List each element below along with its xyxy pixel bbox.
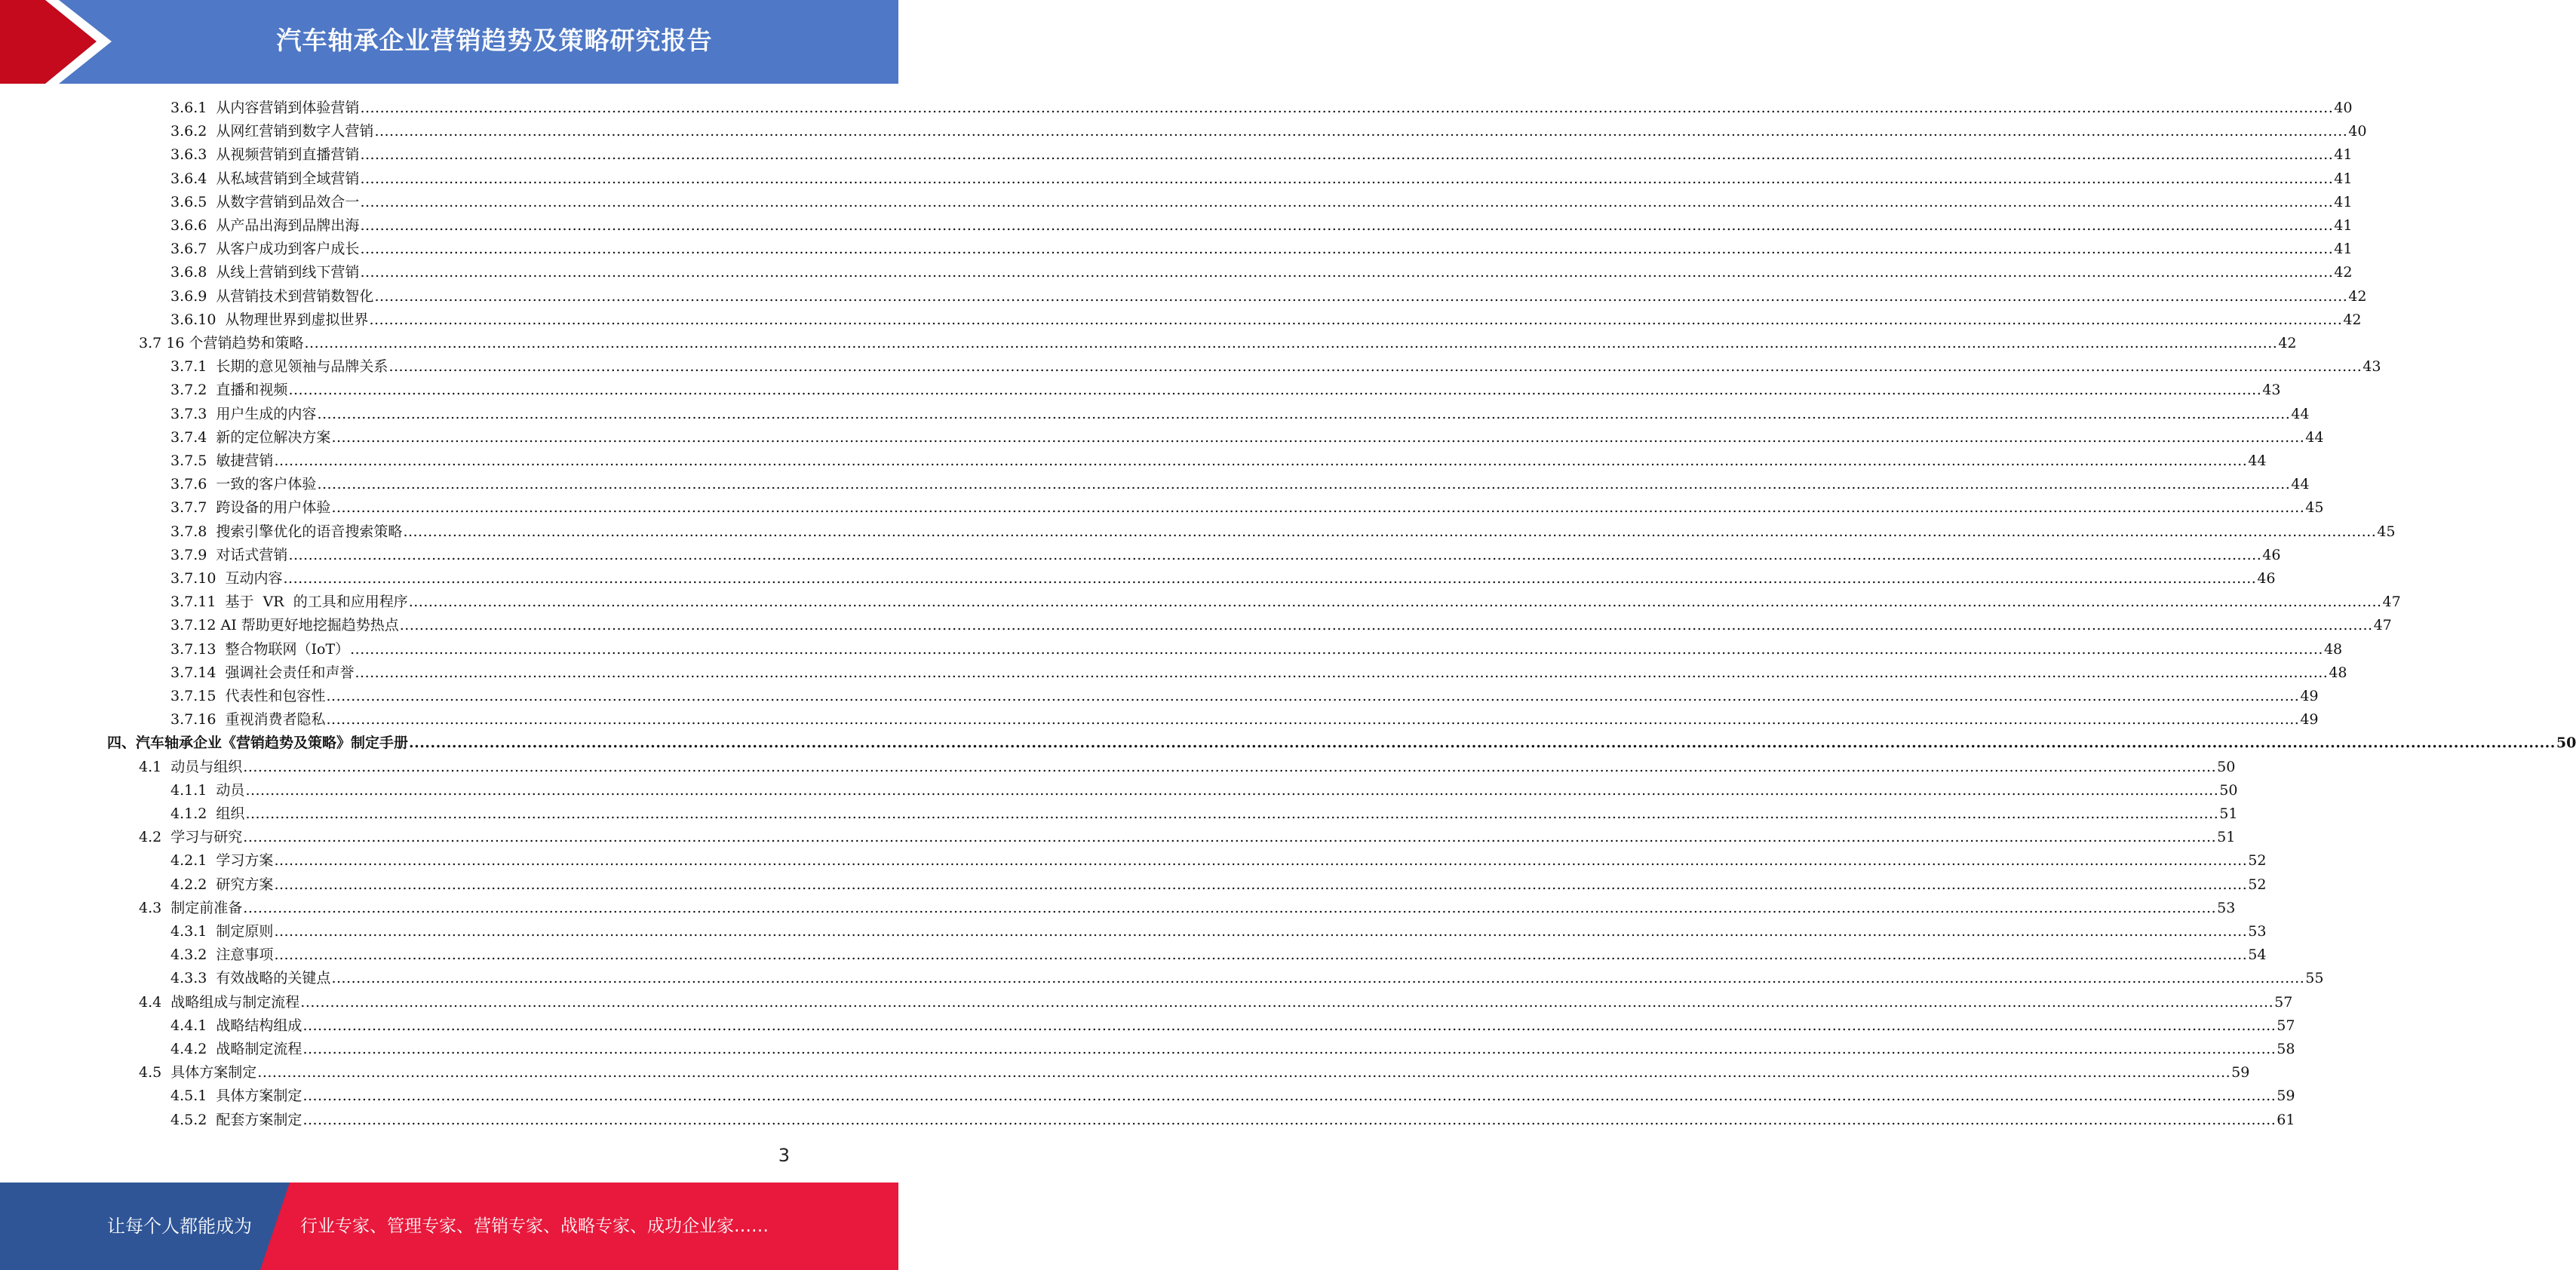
toc-entry-page: 47	[2373, 617, 2392, 634]
toc-dot-leader: ................................................................................................................................................................................................................................................................................................................................................................................................................	[408, 594, 2382, 611]
toc-entry-label: 4.5.1 具体方案制定	[170, 1087, 302, 1105]
toc-entry[interactable]	[170, 120, 2367, 143]
toc-entry-page: 42	[2348, 287, 2367, 305]
toc-entry[interactable]	[170, 520, 2396, 544]
toc-entry-page: 53	[2217, 899, 2236, 916]
toc-dot-leader: ................................................................................................................................................................................................................................................................................................................................................................................................................	[350, 640, 2323, 658]
toc-entry-page: 42	[2334, 264, 2353, 281]
toc-entry-label: 4.2.1 学习方案	[170, 852, 274, 870]
toc-entry[interactable]	[170, 403, 2310, 426]
toc-entry-page: 46	[2257, 570, 2276, 587]
toc-entry-label: 4.3.3 有效战略的关键点	[170, 970, 331, 987]
toc-entry[interactable]	[170, 967, 2324, 990]
toc-entry-page: 44	[2248, 452, 2267, 469]
toc-entry[interactable]	[170, 920, 2267, 943]
toc-dot-leader: ................................................................................................................................................................................................................................................................................................................................................................................................................	[304, 335, 2278, 351]
toc-entry-page: 46	[2262, 546, 2281, 563]
toc-entry-label: 4.3.2 注意事项	[170, 946, 274, 964]
toc-entry-label: 4.3 制定前准备	[139, 899, 243, 916]
toc-entry-label: 4.5 具体方案制定	[139, 1064, 257, 1081]
toc-dot-leader: ................................................................................................................................................................................................................................................................................................................................................................................................................	[288, 546, 2262, 563]
toc-entry[interactable]	[139, 756, 2236, 779]
toc-entry-page: 43	[2262, 382, 2281, 399]
toc-dot-leader: ................................................................................................................................................................................................................................................................................................................................................................................................................	[369, 311, 2343, 328]
toc-entry-page: 41	[2334, 241, 2353, 258]
toc-entry-label: 3.6.8 从线上营销到线下营销	[170, 264, 360, 281]
toc-entry-label: 3.7.6 一致的客户体验	[170, 476, 317, 493]
toc-entry-page: 50	[2556, 735, 2576, 752]
toc-dot-leader: ................................................................................................................................................................................................................................................................................................................................................................................................................	[326, 711, 2300, 729]
toc-entry-label: 3.7.14 强调社会责任和声誉	[170, 664, 355, 681]
toc-entry[interactable]	[170, 473, 2310, 496]
toc-entry-label: 4.1.1 动员	[170, 781, 245, 799]
toc-entry-page: 48	[2323, 640, 2343, 658]
toc-dot-leader: ................................................................................................................................................................................................................................................................................................................................................................................................................	[374, 123, 2348, 140]
toc-entry-label: 3.7.5 敏捷营销	[170, 452, 274, 469]
toc-dot-leader: ................................................................................................................................................................................................................................................................................................................................................................................................................	[388, 358, 2363, 376]
toc-entry-page: 50	[2217, 758, 2236, 775]
toc-entry-label: 3.6.1 从内容营销到体验营销	[170, 100, 360, 116]
toc-entry-page: 41	[2334, 146, 2353, 164]
toc-entry-label: 4.4 战略组成与制定流程	[139, 993, 300, 1011]
toc-entry-page: 49	[2300, 711, 2319, 729]
toc-dot-leader: ................................................................................................................................................................................................................................................................................................................................................................................................................	[326, 688, 2300, 704]
toc-dot-leader: ................................................................................................................................................................................................................................................................................................................................................................................................................	[360, 193, 2334, 210]
toc-entry-label: 3.7 16 个营销趋势和策略	[139, 335, 304, 351]
toc-entry-page: 44	[2291, 405, 2310, 422]
toc-entry[interactable]	[170, 873, 2267, 897]
toc-entry-page: 54	[2248, 946, 2267, 964]
toc-entry[interactable]	[170, 449, 2267, 473]
toc-entry-label: 3.6.2 从网红营销到数字人营销	[170, 123, 374, 140]
toc-entry[interactable]	[139, 991, 2293, 1014]
toc-entry-label: 4.4.2 战略制定流程	[170, 1041, 302, 1057]
toc-entry[interactable]	[170, 285, 2367, 308]
toc-entry-page: 44	[2291, 476, 2310, 493]
toc-entry[interactable]	[170, 261, 2353, 284]
toc-entry[interactable]	[170, 308, 2362, 332]
toc-entry-label: 4.2 学习与研究	[139, 829, 243, 846]
toc-dot-leader: ................................................................................................................................................................................................................................................................................................................................................................................................................	[302, 1017, 2277, 1034]
toc-entry-page: 45	[2305, 499, 2324, 517]
toc-dot-leader: ................................................................................................................................................................................................................................................................................................................................................................................................................	[243, 758, 2217, 775]
toc-entry[interactable]	[139, 826, 2236, 849]
toc-entry[interactable]	[170, 355, 2381, 379]
toc-entry-label: 3.7.3 用户生成的内容	[170, 405, 317, 422]
toc-entry-label: 3.7.13 整合物联网（IoT）	[170, 640, 350, 658]
toc-entry-page: 57	[2274, 993, 2293, 1011]
toc-entry[interactable]	[170, 544, 2281, 567]
toc-entry[interactable]	[170, 1014, 2295, 1038]
toc-entry[interactable]	[170, 849, 2267, 873]
toc-dot-leader: ................................................................................................................................................................................................................................................................................................................................................................................................................	[274, 946, 2248, 964]
toc-dot-leader: ................................................................................................................................................................................................................................................................................................................................................................................................................	[274, 852, 2248, 870]
toc-dot-leader: ................................................................................................................................................................................................................................................................................................................................................................................................................	[331, 970, 2305, 987]
toc-entry-label: 3.7.4 新的定位解决方案	[170, 428, 331, 446]
toc-entry-page: 58	[2277, 1041, 2295, 1057]
toc-dot-leader: ................................................................................................................................................................................................................................................................................................................................................................................................................	[302, 1087, 2277, 1105]
toc-dot-leader: ................................................................................................................................................................................................................................................................................................................................................................................................................	[274, 876, 2248, 893]
toc-entry[interactable]	[170, 685, 2319, 708]
toc-entry[interactable]	[170, 1109, 2295, 1132]
toc-dot-leader: ................................................................................................................................................................................................................................................................................................................................................................................................................	[317, 476, 2291, 493]
toc-entry[interactable]	[170, 802, 2238, 826]
toc-entry-page: 42	[2278, 335, 2297, 351]
toc-entry-label: 3.6.5 从数字营销到品效合一	[170, 193, 360, 210]
toc-entry-page: 49	[2300, 688, 2319, 704]
toc-entry[interactable]	[170, 779, 2238, 802]
toc-dot-leader: ................................................................................................................................................................................................................................................................................................................................................................................................................	[360, 170, 2334, 187]
toc-entry-page: 48	[2329, 664, 2347, 681]
page-header	[0, 0, 898, 84]
toc-entry-label: 3.7.7 跨设备的用户体验	[170, 499, 331, 517]
toc-entry-page: 45	[2377, 523, 2396, 540]
toc-entry-label: 4.2.2 研究方案	[170, 876, 274, 893]
toc-dot-leader: ................................................................................................................................................................................................................................................................................................................................................................................................................	[331, 428, 2305, 446]
toc-entry-page: 40	[2334, 100, 2353, 116]
toc-entry-label: 3.7.1 长期的意见领袖与品牌关系	[170, 358, 388, 376]
toc-entry-label: 4.5.2 配套方案制定	[170, 1111, 302, 1128]
toc-entry-label: 4.4.1 战略结构组成	[170, 1017, 302, 1034]
toc-entry-label: 4.3.1 制定原则	[170, 923, 274, 940]
toc-entry[interactable]	[139, 332, 2297, 355]
toc-entry-label: 4.1 动员与组织	[139, 758, 243, 775]
toc-dot-leader: ................................................................................................................................................................................................................................................................................................................................................................................................................	[300, 993, 2274, 1011]
toc-dot-leader: ................................................................................................................................................................................................................................................................................................................................................................................................................	[245, 781, 2219, 799]
toc-entry-page: 44	[2305, 428, 2324, 446]
header-arrow-decoration	[0, 0, 151, 84]
toc-dot-leader: ................................................................................................................................................................................................................................................................................................................................................................................................................	[302, 1111, 2277, 1128]
toc-entry-page: 59	[2231, 1064, 2250, 1081]
toc-entry-label: 3.7.11 基于 VR 的工具和应用程序	[170, 594, 408, 611]
toc-entry-page: 41	[2334, 217, 2353, 234]
toc-dot-leader: ................................................................................................................................................................................................................................................................................................................................................................................................................	[399, 617, 2373, 634]
toc-entry[interactable]	[170, 661, 2347, 685]
toc-entry-page: 53	[2248, 923, 2267, 940]
toc-entry-label: 4.1.2 组织	[170, 805, 245, 822]
toc-entry-label: 3.7.15 代表性和包容性	[170, 688, 326, 704]
toc-dot-leader: ................................................................................................................................................................................................................................................................................................................................................................................................................	[257, 1064, 2231, 1081]
toc-entry-page: 40	[2348, 123, 2367, 140]
toc-entry[interactable]	[170, 496, 2324, 520]
toc-entry[interactable]	[170, 214, 2353, 238]
toc-entry[interactable]	[139, 1061, 2250, 1084]
toc-entry-page: 52	[2248, 876, 2267, 893]
toc-entry-label: 3.7.12 AI 帮助更好地挖掘趋势热点	[170, 617, 399, 634]
toc-entry-label: 四、汽车轴承企业《营销趋势及策略》制定手册	[107, 735, 409, 752]
footer-slogan-right: 行业专家、管理专家、营销专家、战略专家、成功企业家……	[300, 1216, 769, 1236]
toc-entry-label: 3.6.3 从视频营销到直播营销	[170, 146, 360, 164]
toc-entry-page: 52	[2248, 852, 2267, 870]
toc-entry-page: 61	[2277, 1111, 2295, 1128]
page-footer	[0, 1183, 898, 1270]
toc-entry-label: 3.7.16 重视消费者隐私	[170, 711, 326, 729]
toc-dot-leader: ................................................................................................................................................................................................................................................................................................................................................................................................................	[288, 382, 2262, 399]
toc-entry[interactable]	[139, 897, 2236, 920]
toc-dot-leader: ................................................................................................................................................................................................................................................................................................................................................................................................................	[274, 452, 2248, 469]
toc-entry[interactable]	[170, 191, 2353, 214]
toc-entry-page: 43	[2363, 358, 2381, 376]
toc-entry[interactable]	[170, 591, 2401, 614]
toc-entry[interactable]	[170, 638, 2343, 661]
toc-entry[interactable]	[170, 614, 2392, 637]
toc-entry[interactable]	[170, 97, 2353, 120]
toc-entry-page: 42	[2343, 311, 2362, 328]
toc-dot-leader: ................................................................................................................................................................................................................................................................................................................................................................................................................	[274, 923, 2248, 940]
toc-dot-leader: ................................................................................................................................................................................................................................................................................................................................................................................................................	[403, 523, 2377, 540]
page-number: 3	[778, 1145, 790, 1166]
toc-entry-page: 57	[2277, 1017, 2295, 1034]
toc-entry[interactable]	[170, 943, 2267, 967]
toc-dot-leader: ................................................................................................................................................................................................................................................................................................................................................................................................................	[331, 499, 2305, 517]
toc-dot-leader: ................................................................................................................................................................................................................................................................................................................................................................................................................	[243, 829, 2217, 846]
toc-entry-page: 41	[2334, 193, 2353, 210]
toc-entry-page: 51	[2219, 805, 2238, 822]
toc-entry-page: 50	[2219, 781, 2238, 799]
toc-dot-leader: ................................................................................................................................................................................................................................................................................................................................................................................................................	[243, 899, 2217, 916]
toc-dot-leader: ................................................................................................................................................................................................................................................................................................................................................................................................................	[374, 287, 2348, 305]
toc-dot-leader: ................................................................................................................................................................................................................................................................................................................................................................................................................	[360, 264, 2334, 281]
report-title: 汽车轴承企业营销趋势及策略研究报告	[276, 26, 713, 55]
toc-entry-label: 3.6.6 从产品出海到品牌出海	[170, 217, 360, 234]
toc-entry[interactable]	[170, 167, 2353, 191]
toc-entry-page: 47	[2382, 594, 2401, 611]
toc-entry[interactable]	[170, 708, 2319, 732]
toc-dot-leader: ................................................................................................................................................................................................................................................................................................................................................................................................................	[245, 805, 2219, 822]
toc-entry-label: 3.6.4 从私域营销到全域营销	[170, 170, 360, 187]
toc-dot-leader: ................................................................................................................................................................................................................................................................................................................................................................................................................	[360, 217, 2334, 234]
toc-entry-label: 3.7.10 互动内容	[170, 570, 283, 587]
toc-entry-label: 3.7.2 直播和视频	[170, 382, 288, 399]
toc-entry-page: 51	[2217, 829, 2236, 846]
toc-entry[interactable]	[170, 1038, 2295, 1061]
toc-entry[interactable]	[170, 238, 2353, 261]
toc-dot-leader: ................................................................................................................................................................................................................................................................................................................................................................................................................	[360, 146, 2334, 164]
toc-entry[interactable]	[170, 567, 2276, 591]
toc-entry-label: 3.6.9 从营销技术到营销数智化	[170, 287, 374, 305]
toc-dot-leader: ................................................................................................................................................................................................................................................................................................................................................................................................................	[409, 735, 2556, 752]
toc-entry-label: 3.7.9 对话式营销	[170, 546, 288, 563]
toc-entry-label: 3.7.8 搜索引擎优化的语音搜索策略	[170, 523, 403, 540]
toc-entry[interactable]	[170, 379, 2281, 402]
toc-entry-label: 3.6.7 从客户成功到客户成长	[170, 241, 360, 258]
toc-entry[interactable]	[170, 143, 2353, 167]
toc-dot-leader: ................................................................................................................................................................................................................................................................................................................................................................................................................	[355, 664, 2329, 681]
toc-dot-leader: ................................................................................................................................................................................................................................................................................................................................................................................................................	[283, 570, 2257, 587]
footer-slogan-left: 让每个人都能成为	[107, 1216, 252, 1237]
toc-dot-leader: ................................................................................................................................................................................................................................................................................................................................................................................................................	[317, 405, 2291, 422]
toc-dot-leader: ................................................................................................................................................................................................................................................................................................................................................................................................................	[302, 1041, 2277, 1057]
toc-entry-page: 55	[2305, 970, 2324, 987]
toc-entry-page: 41	[2334, 170, 2353, 187]
toc-entry-label: 3.6.10 从物理世界到虚拟世界	[170, 311, 369, 328]
toc-dot-leader: ................................................................................................................................................................................................................................................................................................................................................................................................................	[360, 241, 2334, 258]
toc-entry-page: 59	[2277, 1087, 2295, 1105]
toc-entry[interactable]	[170, 1084, 2295, 1108]
toc-dot-leader: ................................................................................................................................................................................................................................................................................................................................................................................................................	[360, 100, 2334, 116]
toc-entry[interactable]	[170, 426, 2324, 449]
toc-entry[interactable]	[107, 732, 2576, 755]
